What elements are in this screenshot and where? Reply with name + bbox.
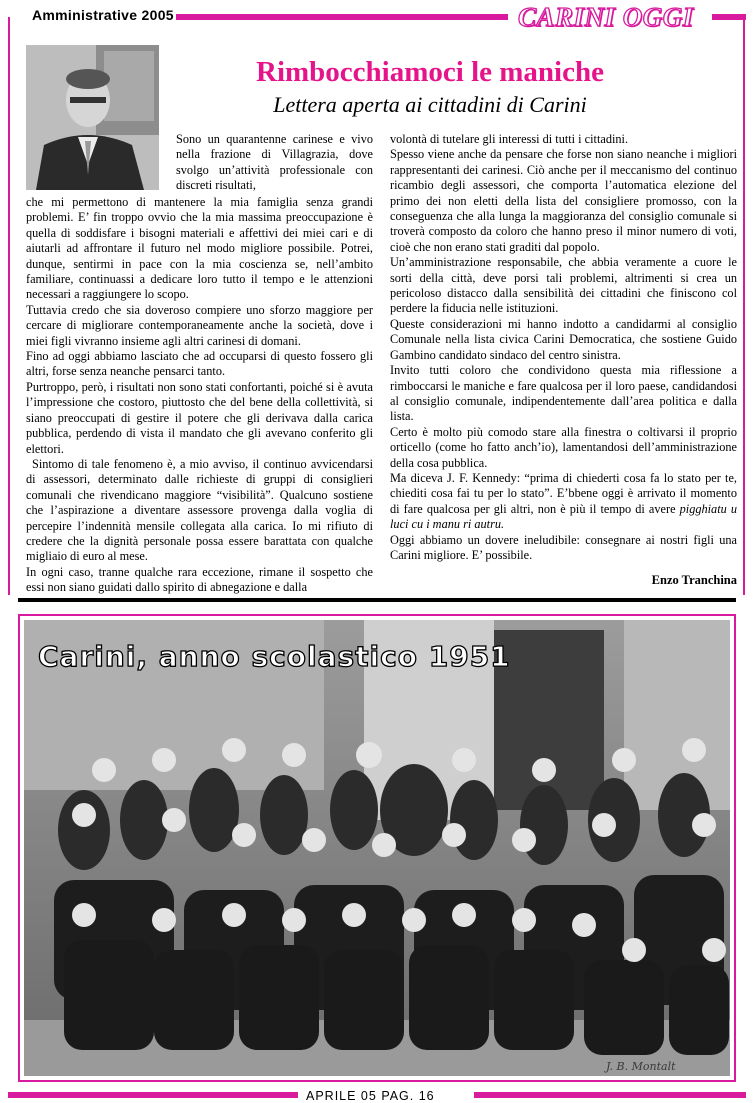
paragraph: Purtroppo, però, i risultati non sono stati confortanti, poiché si è avuta l’impressione che costoro, piuttosto che del bene della collettività, si siano preoccupati di gestire il potere che gli derivava dalla carica pubblica, perdendo di vista il mandato che gli avevano conferito gli elettori.: [26, 379, 373, 456]
article-title: Rimbocchiamoci le maniche: [256, 56, 604, 88]
paragraph: Un’amministrazione responsabile, che abbia veramente a cuore le sorti della città, deve porsi tali problemi, altrimenti si crea un pericoloso distacco dalla sensibilità dei cittadini che finiscono col perdere la fiducia nelle istituzioni.: [390, 255, 737, 316]
author-portrait: [26, 45, 159, 190]
column-1-top: [176, 132, 373, 194]
paragraph: Sintomo di tale fenomeno è, a mio avviso, il continuo avvicendarsi di assessori, determinato dalle richieste di gruppi di consiglieri comunali che rivendicano maggiore “visibilità”. Qualcuno sostiene che l’aspirazione a diventare assessore provenga dalla voglia di percepire l’indennità mensile collegata alla carica. Io mi rifiuto di credere che la dignità personale possa essere barattata con qualche migliaio di euro al mese.: [26, 456, 373, 564]
paragraph: Spesso viene anche da pensare che forse non siano neanche i migliori rappresentanti dei carinesi. Ciò anche per il meccanismo del continuo ricambio degli assessori, che comporta l’automatica elezione del primo dei non eletti della lista del consigliere promosso, con la conseguenza che alla lunga la maggioranza del consiglio comunale si troverà composto da coloro che hanno preso il minor numero di voti, cioè che non erano stati graditi dal popolo.: [390, 147, 737, 254]
column-2: [390, 132, 737, 563]
column-1: [26, 195, 373, 596]
paragraph: Tuttavia credo che sia doveroso compiere uno sforzo maggiore per cercare di migliorare contemporaneamente anche la società, dove i miei figli vivranno insieme agli altri carinesi di domani.: [26, 302, 373, 348]
paragraph: [390, 471, 737, 533]
paragraph: Oggi abbiamo un dovere ineludibile: consegnare ai nostri figli una Carini migliore. E’ possibile.: [390, 532, 737, 562]
photo-watermark: J. B. Montalt: [606, 1060, 676, 1073]
photo-caption: Carini, anno scolastico 1951: [38, 640, 511, 673]
paragraph: Sono un quarantenne carinese e vivo nella frazione di Villagrazia, dove svolgo un’attività professionale con discreti risultati,: [176, 132, 373, 193]
portrait-image: [26, 45, 159, 190]
kennedy-text: Ma diceva J. F. Kennedy: “prima di chiederti cosa fa lo stato per te, chiediti cosa fai tu per lo stato”. E’bbene oggi è arrivato il momento di fare qualcosa per gli altri, non è più il tempo di avere: [390, 470, 737, 516]
footer-bar-left: [8, 1092, 298, 1098]
paragraph: Queste considerazioni mi hanno indotto a candidarmi al consiglio Comunale nella lista civica Carini Democratica, che sostiene Guido Gambino candidato sindaco del centro sinistra.: [390, 316, 737, 362]
paragraph: Invito tutti coloro che condividono questa mia riflessione a rimboccarsi le maniche e fare qualcosa per il loro paese, candidandosi al consiglio comunale, indipendentemente dall’area politica e dalla lista.: [390, 363, 737, 424]
article-subtitle: Lettera aperta ai cittadini di Carini: [273, 92, 587, 117]
paragraph: Fino ad oggi abbiamo lasciato che ad occuparsi di questo fossero gli altri, forse senza neanche pensarci tanto.: [26, 349, 373, 379]
paragraph: volontà di tutelare gli interessi di tutti i cittadini.: [390, 132, 629, 146]
paragraph: che mi permettono di mantenere la mia famiglia senza grandi problemi. E’ fin troppo ovvio che la mia massima preoccupazione è quella di soddisfare i bisogni materiali e affettivi dei miei cari e di aiutarli ad affrontare il futuro nel modo migliore possibile. Potrei, dunque, sentirmi in pace con la mia coscienza se, nell’ambito familiare, continuassi a dedicare loro tutto il tempo e le attenzioni necessari a raggiungere lo scopo.: [26, 195, 373, 302]
section-label: Amministrative 2005: [32, 7, 174, 23]
header-bar-right: [712, 14, 746, 20]
newspaper-logo: CARINI OGGI: [518, 2, 694, 32]
paragraph: Certo è molto più comodo stare alla finestra o coltivarsi il proprio orticello (come ho fatto anch’io), lamentandosi dell’amministrazione della cosa pubblica.: [390, 424, 737, 470]
frame-left: [8, 17, 10, 595]
class-photo: [24, 620, 730, 1076]
author-signature: Enzo Tranchina: [651, 573, 737, 587]
paragraph: In ogni caso, tranne qualche rara eccezione, rimane il sospetto che essi non siano guidati dallo spirito di abnegazione e dalla: [26, 564, 373, 595]
header-bar-left: [176, 14, 508, 20]
page-number: APRILE 05 PAG. 16: [306, 1089, 435, 1103]
class-photo-image: [24, 620, 730, 1076]
footer-bar-right: [474, 1092, 746, 1098]
frame-right: [743, 17, 745, 595]
dialect-phrase: pigghiatu u luci cu i manu ri autru.: [390, 501, 737, 532]
section-divider: [18, 598, 736, 602]
